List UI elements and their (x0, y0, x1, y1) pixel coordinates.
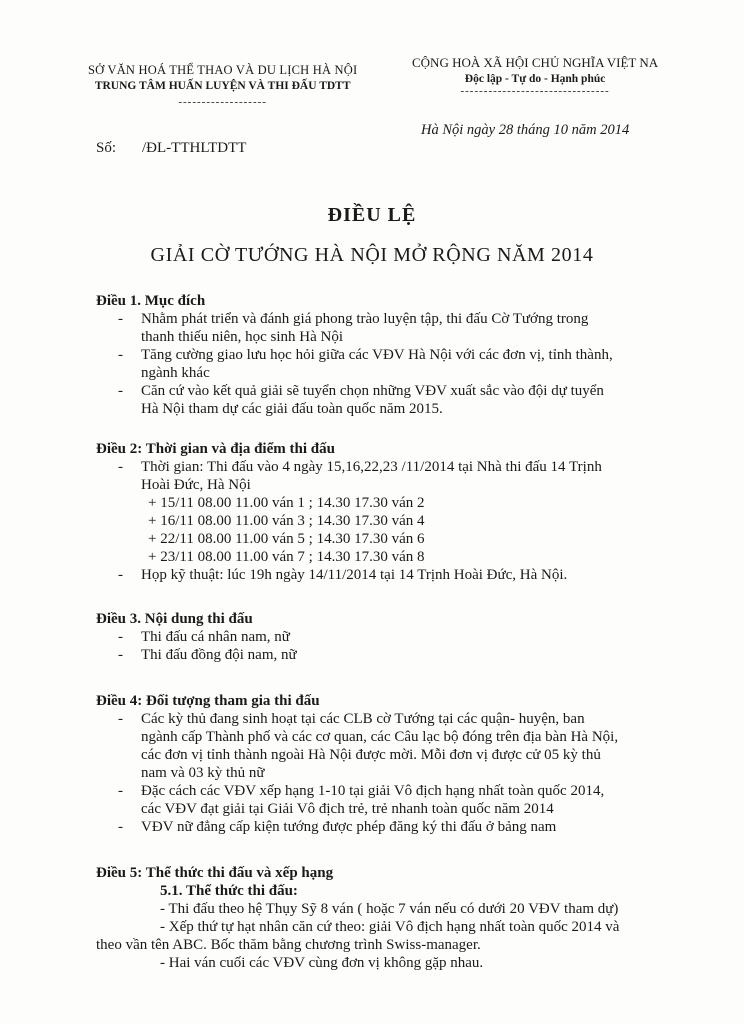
schedule-row: + 22/11 08.00 11.00 ván 5 ; 14.30 17.30 ván 6 (148, 531, 425, 547)
schedule-row: + 23/11 08.00 11.00 ván 7 ; 14.30 17.30 ván 8 (148, 549, 425, 565)
list-item-line: Nhằm phát triển và đánh giá phong trào luyện tập, thi đấu Cờ Tướng trong (141, 311, 589, 327)
agency-line-2: TRUNG TÂM HUẤN LUYỆN VÀ THI ĐẤU TDTT (94, 80, 351, 92)
list-item: - Thi đấu đồng đội nam, nữ (96, 646, 716, 664)
list-item-line: Căn cứ vào kết quả giải sẽ tuyển chọn những VĐV xuất sắc vào đội dự tuyển (141, 383, 604, 399)
list-item: - Tăng cường giao lưu học hỏi giữa các VĐV Hà Nội với các đơn vị, tỉnh thành, ngành khác (96, 346, 716, 382)
schedule-row: + 16/11 08.00 11.00 ván 3 ; 14.30 17.30 ván 4 (148, 513, 425, 529)
section-4-heading: Điều 4: Đối tượng tham gia thi đấu (96, 693, 320, 709)
list-item-line: Thời gian: Thi đấu vào 4 ngày 15,16,22,23 /11/2014 tại Nhà thi đấu 14 Trịnh (141, 459, 602, 475)
list-item: - Thời gian: Thi đấu vào 4 ngày 15,16,22,23 /11/2014 tại Nhà thi đấu 14 Trịnh Hoài Đức, Hà Nội (96, 458, 716, 494)
motto-line-1: CỘNG HOÀ XÃ HỘI CHỦ NGHĨA VIỆT NA (412, 55, 659, 70)
section-3-heading: Điều 3. Nội dung thi đấu (96, 611, 253, 627)
agency-divider: ------------------- (178, 96, 267, 108)
section-5-heading: Điều 5: Thể thức thi đấu và xếp hạng (96, 865, 334, 881)
list-item-line: Thi đấu cá nhân nam, nữ (141, 629, 290, 645)
document-subtitle: GIẢI CỜ TƯỚNG HÀ NỘI MỞ RỘNG NĂM 2014 (150, 244, 594, 266)
rule-line: theo vần tên ABC. Bốc thăm bằng chương trình Swiss-manager. (96, 937, 481, 953)
document-number-code: /ĐL-TTHLTDTT (142, 140, 247, 156)
national-motto (412, 54, 658, 100)
motto-divider: -------------------------------- (460, 85, 610, 97)
list-item-line: ngành khác (141, 365, 210, 381)
document-number-label: Số: (96, 140, 117, 156)
list-item: - Đặc cách các VĐV xếp hạng 1-10 tại giải Vô địch hạng nhất toàn quốc 2014, các VĐV đạt giải tại Giải Vô địch trẻ, trẻ nhanh toàn quốc năm 2014 (96, 782, 716, 818)
section-2-heading: Điều 2: Thời gian và địa điểm thi đấu (96, 441, 335, 457)
subsection-heading: 5.1. Thể thức thi đấu: (160, 883, 298, 899)
document-date: Hà Nội ngày 28 tháng 10 năm 2014 (421, 122, 630, 138)
list-item-line: các VĐV đạt giải tại Giải Vô địch trẻ, trẻ nhanh toàn quốc năm 2014 (141, 801, 554, 817)
list-item-line: ngành cấp Thành phố và các cơ quan, các Câu lạc bộ đóng trên địa bàn Hà Nội, (141, 729, 619, 745)
list-item: - Nhằm phát triển và đánh giá phong trào luyện tập, thi đấu Cờ Tướng trong thanh thiếu niên, học sinh Hà Nội (96, 310, 716, 346)
document-body (96, 292, 716, 972)
list-item-line: Tăng cường giao lưu học hỏi giữa các VĐV Hà Nội với các đơn vị, tỉnh thành, (141, 347, 613, 363)
document-title: ĐIỀU LỆ (327, 204, 417, 226)
list-item-line: Hoài Đức, Hà Nội (141, 477, 251, 493)
list-item: - Họp kỹ thuật: lúc 19h ngày 14/11/2014 tại 14 Trịnh Hoài Đức, Hà Nội. (96, 566, 716, 584)
list-item: - Căn cứ vào kết quả giải sẽ tuyển chọn những VĐV xuất sắc vào đội dự tuyển Hà Nội tham dự các giải đấu toàn quốc năm 2015. (96, 382, 716, 418)
list-item: - Các kỳ thủ đang sinh hoạt tại các CLB cờ Tướng tại các quận- huyện, ban ngành cấp Thành phố và các cơ quan, các Câu lạc bộ đóng trên địa bàn Hà Nội, các đơn vị tỉnh thành ngoài Hà Nội được mời. Mỗi đơn vị được cử 05 kỳ thủ nam và 03 kỳ thủ nữ (96, 710, 716, 782)
document-number (96, 140, 246, 157)
list-item-line: Các kỳ thủ đang sinh hoạt tại các CLB cờ Tướng tại các quận- huyện, ban (141, 711, 585, 727)
rule-line: - Xếp thứ tự hạt nhân căn cứ theo: giải Vô địch hạng nhất toàn quốc 2014 và (160, 919, 620, 935)
list-item-line: Họp kỹ thuật: lúc 19h ngày 14/11/2014 tại 14 Trịnh Hoài Đức, Hà Nội. (141, 567, 568, 583)
list-item-line: các đơn vị tỉnh thành ngoài Hà Nội được mời. Mỗi đơn vị được cử 05 kỳ thủ (141, 747, 601, 763)
section-1-heading: Điều 1. Mục đích (96, 293, 206, 309)
motto-line-2: Độc lập - Tự do - Hạnh phúc (464, 73, 606, 85)
rule-line: - Hai ván cuối các VĐV cùng đơn vị không gặp nhau. (160, 955, 484, 971)
rule-line: - Thi đấu theo hệ Thụy Sỹ 8 ván ( hoặc 7 ván nếu có dưới 20 VĐV tham dự) (160, 901, 619, 917)
schedule-row: + 15/11 08.00 11.00 ván 1 ; 14.30 17.30 ván 2 (148, 495, 425, 511)
list-item-line: nam và 03 kỳ thủ nữ (141, 765, 265, 781)
issuing-agency (88, 62, 357, 110)
list-item-line: Hà Nội tham dự các giải đấu toàn quốc năm 2015. (141, 401, 443, 417)
agency-line-1: SỞ VĂN HOÁ THỂ THAO VÀ DU LỊCH HÀ NỘI (88, 63, 358, 77)
list-item-line: Đặc cách các VĐV xếp hạng 1-10 tại giải Vô địch hạng nhất toàn quốc 2014, (141, 783, 605, 799)
list-item: - Thi đấu cá nhân nam, nữ (96, 628, 716, 646)
list-item-line: thanh thiếu niên, học sinh Hà Nội (141, 329, 344, 345)
list-item-line: VĐV nữ đẳng cấp kiện tướng được phép đăng ký thi đấu ở bảng nam (141, 819, 557, 835)
list-item-line: Thi đấu đồng đội nam, nữ (141, 647, 297, 663)
list-item: - VĐV nữ đẳng cấp kiện tướng được phép đăng ký thi đấu ở bảng nam (96, 818, 716, 836)
